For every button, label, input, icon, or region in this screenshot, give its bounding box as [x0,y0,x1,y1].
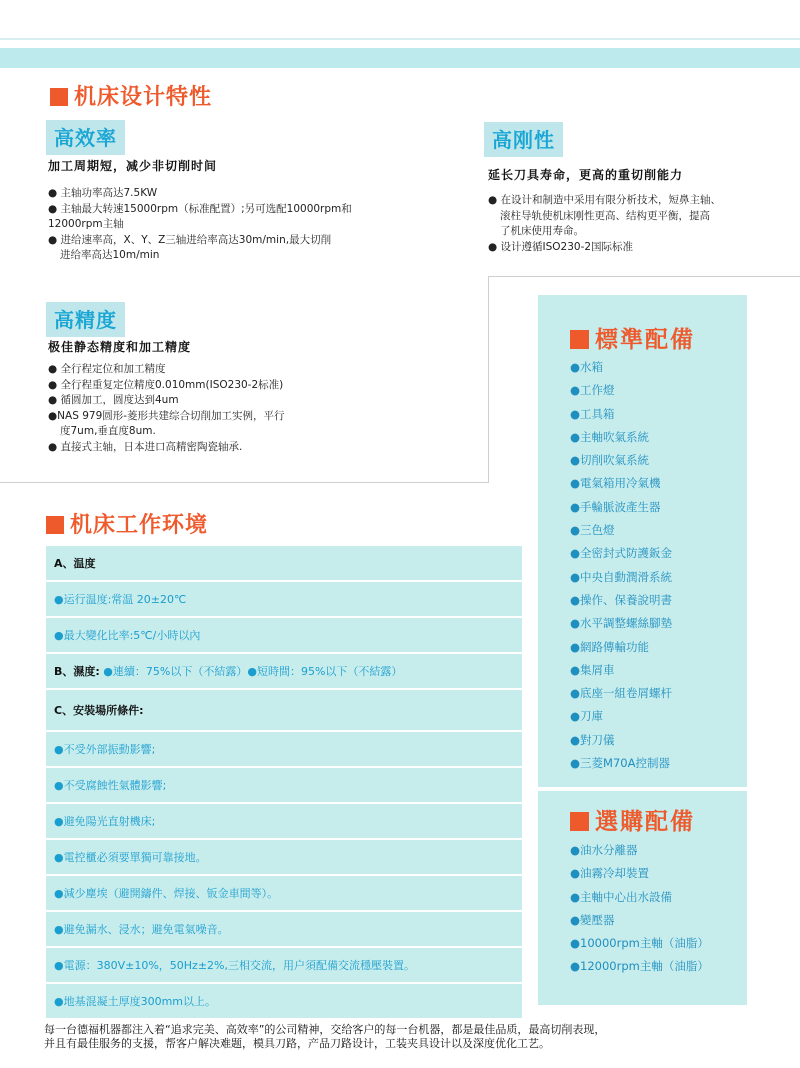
list-item: ●主軸中心出水設備 [570,889,673,904]
table-row: ●运行温度:常温 20±20℃ [46,582,522,618]
list-item: ●水平調整螺絲腳墊 [570,616,673,631]
list-item: 了机床使用寿命。 [500,225,584,237]
rigidity-tag: 高刚性 [484,122,563,157]
list-item: ●油霧冷却裝置 [570,866,650,881]
list-item: ●三色燈 [570,523,615,538]
table-row: ●不受腐蝕性氣體影響; [46,768,522,804]
humidity-value: ●連續：75%以下（不結露）●短時間：95%以下（不結露） [103,665,403,678]
list-item: ●10000rpm主軸（油脂） [570,936,709,951]
temperature-label: A、温度 [54,557,96,570]
list-item: ●中央自動潤滑系統 [570,569,673,584]
list-item: ● 主轴功率高达7.5KW [48,187,158,199]
list-item: 12000rpm主轴 [48,218,124,230]
standard-equipment-list [570,356,672,775]
list-item: ●對刀儀 [570,732,615,747]
table-row: ●避免漏水、浸水；避免電氣噪音。 [46,912,522,948]
list-item: ●全密封式防護鈑金 [570,546,673,561]
list-item: ● 设计遵循ISO230-2国际标准 [488,240,634,253]
precision-list [48,362,285,455]
list-item: ● 直接式主轴，日本进口高精密陶瓷轴承. [48,440,243,453]
square-bullet-icon [570,812,589,831]
list-item: ● 进给速率高，X、Y、Z三轴进给率高达30m/min,最大切削 [48,233,332,246]
rigidity-list [488,193,721,255]
top-band [0,48,800,68]
square-bullet-icon [50,88,68,106]
list-item: ●工具箱 [570,406,615,421]
divider [488,276,800,277]
standard-equipment-title: 標準配備 [570,321,695,354]
table-row: ●減少塵埃（避開鑄件、焊接、钣金車間等）。 [46,876,522,912]
list-item: ●刀庫 [570,709,604,724]
list-item: ●三菱M70A控制器 [570,756,670,771]
page-title: 机床设计特性 [50,80,212,111]
list-item: ●油水分離器 [570,843,638,857]
precision-subtitle: 极佳静态精度和加工精度 [48,340,192,354]
list-item: ● 在设计和制造中采用有限分析技术，短鼻主轴、 [488,194,721,206]
standard-equipment-panel [538,295,747,787]
list-item: ●12000rpm主軸（油脂） [570,959,709,974]
list-item: ●主軸吹氣系統 [570,429,650,444]
list-item: ● 全行程重复定位精度0.010mm(ISO230-2标准) [48,378,284,391]
table-row [46,654,522,690]
environment-title: 机床工作环境 [46,508,208,539]
table-row: ●不受外部振動影響; [46,732,522,768]
table-row: ●最大變化比率:5℃/小時以內 [46,618,522,654]
list-item: ● 全行程定位和加工精度 [48,363,166,375]
list-item: ●水箱 [570,360,604,374]
square-bullet-icon [46,516,64,534]
list-item: ●NAS 979圆形-菱形共建综合切削加工实例，平行 [48,409,285,422]
list-item: ●電氣箱用冷氣機 [570,476,661,491]
list-item: ●手輪脈波產生器 [570,499,661,514]
rigidity-subtitle: 延长刀具寿命，更高的重切削能力 [488,168,684,182]
table-row: ●避免陽光直射機床; [46,804,522,840]
divider [0,482,489,483]
table-row: ●電控櫃必須要單獨可靠接地。 [46,840,522,876]
list-item: ● 循圆加工，圆度达到4um [48,394,179,406]
footer-statement: 每一台德福机器都注入着“追求完美、高效率”的公司精神，交给客户的每一台机器，都是最佳品质，最高切削表现， 并且有最佳服务的支援，帮客户解决难题，模具刀路，产品刀路设计，工装夹具设计以及深度优化工艺。 [44,1023,606,1050]
efficiency-tag: 高效率 [46,120,125,155]
list-item: ●切削吹氣系統 [570,453,650,468]
optional-equipment-title: 選購配備 [570,803,695,836]
list-item: ●網路傳輸功能 [570,639,650,654]
list-item: ●變壓器 [570,912,615,927]
list-item: ●集屑車 [570,662,615,677]
list-item: 滚柱导轨使机床刚性更高、结构更平衡，提高 [500,209,710,222]
optional-equipment-list [570,839,709,979]
list-item: 度7um,垂直度8um. [60,425,156,437]
square-bullet-icon [570,330,589,349]
optional-equipment-panel [538,791,747,1005]
list-item: ●操作、保養說明書 [570,592,673,607]
list-item: ● 主轴最大转速15000rpm（标准配置）;另可选配10000rpm和 [48,202,352,215]
table-row: ●地基混凝土厚度300mm以上。 [46,984,522,1020]
table-row [46,690,522,732]
install-label: C、安裝場所條件: [54,704,144,717]
precision-tag: 高精度 [46,302,125,337]
table-row: ●電源：380V±10%，50Hz±2%,三相交流，用户須配備交流穩壓裝置。 [46,948,522,984]
humidity-label: B、濕度: [54,665,100,678]
divider [488,276,489,482]
efficiency-subtitle: 加工周期短，减少非切削时间 [48,159,218,173]
efficiency-list [48,186,352,264]
table-row [46,546,522,582]
list-item: 进给率高达10m/min [60,249,160,261]
environment-table [46,546,522,1020]
list-item: ●底座一組卷屑螺杆 [570,686,673,701]
list-item: ●工作燈 [570,383,615,398]
top-rule [0,38,800,40]
